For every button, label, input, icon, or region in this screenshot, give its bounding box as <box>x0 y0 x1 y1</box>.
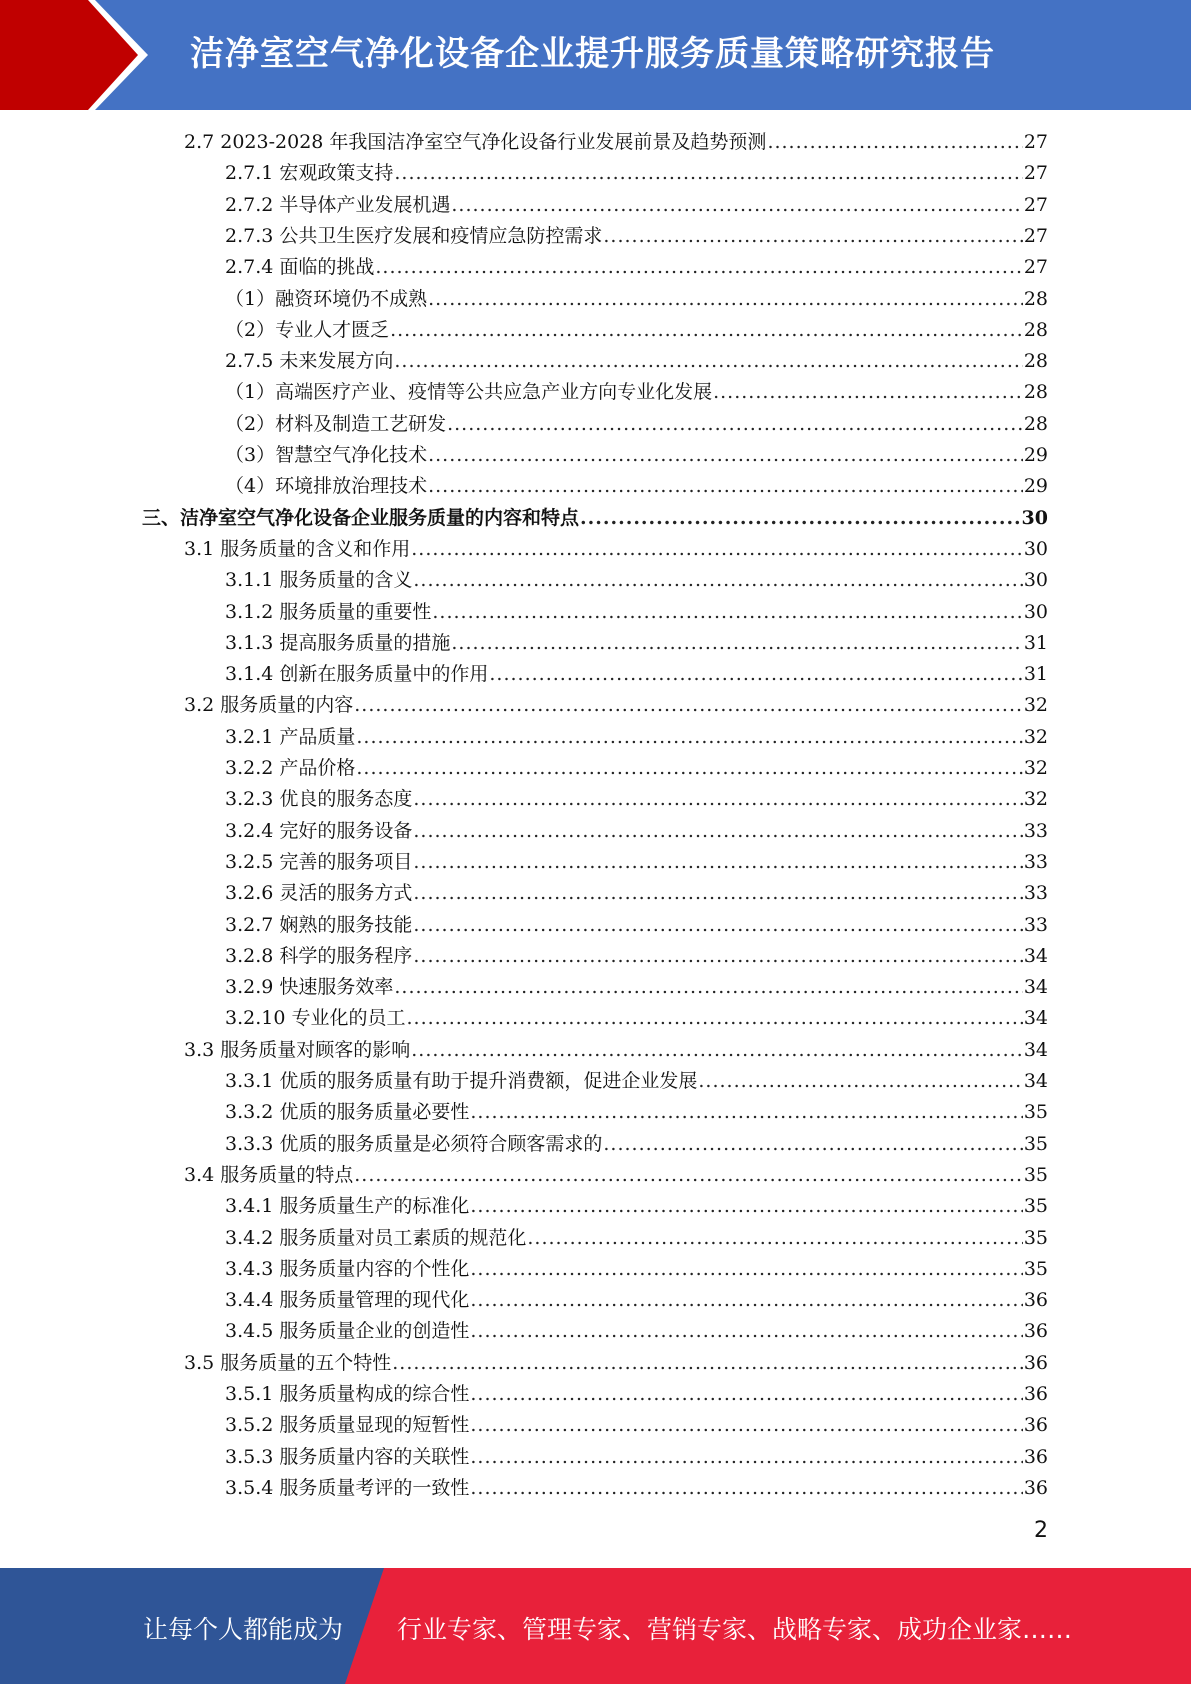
toc-entry-label: 3.2.4 完好的服务设备 <box>225 819 413 842</box>
toc-dot-leader <box>394 972 1022 1003</box>
report-footer <box>0 1568 1191 1684</box>
toc-entry[interactable] <box>225 565 1048 596</box>
toc-dot-leader <box>413 878 1022 909</box>
toc-entry[interactable] <box>225 910 1048 941</box>
toc-entry[interactable] <box>184 534 1048 565</box>
toc-entry-page: 35 <box>1023 1132 1048 1155</box>
toc-entry[interactable] <box>225 1097 1048 1128</box>
toc-dot-leader <box>413 847 1022 878</box>
toc-entry[interactable] <box>225 1129 1048 1160</box>
toc-entry-page: 36 <box>1023 1414 1048 1437</box>
page-number: 2 <box>1034 1518 1048 1543</box>
toc-entry-label: （4）环境排放治理技术 <box>225 475 428 498</box>
toc-entry[interactable] <box>225 1285 1048 1316</box>
toc-entry[interactable] <box>225 1191 1048 1222</box>
toc-entry[interactable] <box>184 1160 1048 1191</box>
toc-entry-label: 3.1.3 提高服务质量的措施 <box>225 631 451 654</box>
toc-entry-label: 2.7 2023-2028 年我国洁净室空气净化设备行业发展前景及趋势预测 <box>184 131 767 153</box>
toc-entry-label: 3.3.1 优质的服务质量有助于提升消费额，促进企业发展 <box>225 1070 698 1092</box>
toc-entry[interactable] <box>142 503 1048 534</box>
toc-entry-page: 32 <box>1023 788 1048 811</box>
toc-entry-label: 3.3.2 优质的服务质量必要性 <box>225 1101 470 1124</box>
toc-entry-label: 3.2.9 快速服务效率 <box>225 976 394 999</box>
toc-entry-label: 3.5.4 服务质量考评的一致性 <box>225 1476 470 1499</box>
toc-entry-label: 3.4 服务质量的特点 <box>184 1163 354 1186</box>
toc-entry-label: 3.4.3 服务质量内容的个性化 <box>225 1257 470 1280</box>
toc-entry[interactable] <box>184 690 1048 721</box>
toc-entry-page: 27 <box>1023 193 1048 216</box>
toc-entry-label: 2.7.3 公共卫生医疗发展和疫情应急防控需求 <box>225 224 603 247</box>
toc-entry-page: 30 <box>1023 569 1048 592</box>
toc-dot-leader <box>527 1223 1022 1254</box>
toc-entry[interactable] <box>225 409 1048 440</box>
toc-dot-leader <box>354 1160 1023 1191</box>
toc-entry-label: 3.4.4 服务质量管理的现代化 <box>225 1289 470 1312</box>
toc-dot-leader <box>470 1285 1022 1316</box>
toc-entry[interactable] <box>225 1223 1048 1254</box>
toc-entry[interactable] <box>225 941 1048 972</box>
toc-dot-leader <box>411 534 1023 565</box>
toc-dot-leader <box>470 1316 1022 1347</box>
toc-entry[interactable] <box>225 471 1048 502</box>
toc-entry[interactable] <box>225 1003 1048 1034</box>
toc-entry-page: 34 <box>1023 1007 1048 1030</box>
toc-entry-label: 3.2 服务质量的内容 <box>184 694 354 717</box>
toc-entry[interactable] <box>184 1348 1048 1379</box>
toc-dot-leader <box>470 1379 1022 1410</box>
toc-dot-leader <box>470 1254 1022 1285</box>
footer-slogan-right: 行业专家、管理专家、营销专家、战略专家、成功企业家…… <box>397 1615 1073 1644</box>
toc-entry-page: 35 <box>1023 1257 1048 1280</box>
toc-entry-label: 3.2.1 产品质量 <box>225 725 356 748</box>
toc-entry-label: 2.7.2 半导体产业发展机遇 <box>225 193 451 216</box>
toc-entry-label: 3.5.3 服务质量内容的关联性 <box>225 1445 470 1468</box>
toc-entry-label: 3.2.8 科学的服务程序 <box>225 944 413 967</box>
toc-dot-leader <box>428 471 1023 502</box>
toc-entry[interactable] <box>225 1410 1048 1441</box>
toc-entry-label: 2.7.1 宏观政策支持 <box>225 162 394 185</box>
toc-entry-page: 35 <box>1023 1101 1048 1124</box>
toc-entry-page: 29 <box>1023 444 1048 466</box>
toc-entry[interactable] <box>184 1035 1048 1066</box>
toc-entry-label: 3.1 服务质量的含义和作用 <box>184 537 411 560</box>
toc-entry[interactable] <box>225 440 1048 471</box>
toc-dot-leader <box>428 440 1023 471</box>
toc-entry-label: 3.2.5 完善的服务项目 <box>225 850 413 873</box>
toc-entry-page: 33 <box>1023 913 1048 936</box>
toc-dot-leader <box>489 659 1022 690</box>
toc-entry-label: 3.1.1 服务质量的含义 <box>225 569 413 592</box>
toc-entry[interactable] <box>225 1442 1048 1473</box>
toc-entry-label: 3.4.2 服务质量对员工素质的规范化 <box>225 1226 527 1249</box>
toc-entry-page: 34 <box>1023 944 1048 967</box>
toc-entry-label: （2）专业人才匮乏 <box>225 318 390 341</box>
toc-entry-label: 2.7.4 面临的挑战 <box>225 256 375 279</box>
toc-entry-label: 3.2.2 产品价格 <box>225 757 356 779</box>
toc-entry-page: 28 <box>1023 381 1048 404</box>
toc-entry[interactable] <box>225 784 1048 815</box>
footer-slogan-left: 让每个人都能成为 <box>143 1615 344 1644</box>
toc-dot-leader <box>428 284 1023 315</box>
toc-entry-page: 32 <box>1023 725 1048 748</box>
toc-entry-page: 31 <box>1023 631 1048 654</box>
toc-entry-label: 3.5 服务质量的五个特性 <box>184 1351 392 1374</box>
toc-entry[interactable] <box>225 878 1048 909</box>
toc-entry-page: 27 <box>1023 256 1048 279</box>
toc-entry-page: 29 <box>1023 475 1048 498</box>
toc-entry-label: 3.3 服务质量对顾客的影响 <box>184 1038 411 1061</box>
toc-dot-leader <box>413 816 1022 847</box>
toc-dot-leader <box>411 1035 1023 1066</box>
toc-entry[interactable] <box>225 1316 1048 1347</box>
toc-dot-leader <box>580 503 1021 534</box>
toc-entry-page: 35 <box>1023 1195 1048 1218</box>
toc-dot-leader <box>470 1442 1022 1473</box>
toc-dot-leader <box>375 252 1022 283</box>
toc-entry-page: 30 <box>1023 537 1048 560</box>
toc-dot-leader <box>406 1003 1022 1034</box>
toc-dot-leader <box>413 784 1022 815</box>
toc-entry[interactable] <box>225 377 1048 408</box>
toc-dot-leader <box>413 565 1022 596</box>
toc-dot-leader <box>394 346 1022 377</box>
toc-entry-page: 34 <box>1023 976 1048 999</box>
toc-entry-page: 28 <box>1023 350 1048 373</box>
toc-entry-page: 27 <box>1023 224 1048 247</box>
toc-entry[interactable] <box>225 722 1048 753</box>
toc-dot-leader <box>394 158 1022 189</box>
toc-dot-leader <box>390 315 1023 346</box>
toc-dot-leader <box>451 190 1022 221</box>
toc-entry-page: 36 <box>1023 1289 1048 1312</box>
toc-entry-page: 28 <box>1023 318 1048 341</box>
toc-dot-leader <box>470 1473 1022 1504</box>
toc-entry-page: 31 <box>1023 663 1048 686</box>
toc-entry[interactable] <box>184 127 1048 158</box>
toc-entry[interactable] <box>225 659 1048 690</box>
toc-entry-label: 3.2.7 娴熟的服务技能 <box>225 913 413 936</box>
toc-entry-label: （3）智慧空气净化技术 <box>225 444 428 466</box>
toc-entry-page: 32 <box>1023 757 1048 779</box>
toc-entry[interactable] <box>225 1254 1048 1285</box>
toc-entry-page: 36 <box>1023 1320 1048 1343</box>
toc-entry-page: 28 <box>1023 287 1048 310</box>
report-header <box>0 0 1191 110</box>
toc-dot-leader <box>698 1066 1022 1097</box>
toc-entry-label: 2.7.5 未来发展方向 <box>225 350 394 373</box>
toc-dot-leader <box>470 1191 1022 1222</box>
toc-entry-page: 33 <box>1023 850 1048 873</box>
toc-entry-label: 3.1.4 创新在服务质量中的作用 <box>225 663 489 686</box>
toc-dot-leader <box>603 1129 1022 1160</box>
toc-entry[interactable] <box>225 628 1048 659</box>
toc-entry-label: 3.5.1 服务质量构成的综合性 <box>225 1383 470 1405</box>
toc-entry-page: 27 <box>1023 131 1048 153</box>
toc-entry-label: 3.2.10 专业化的员工 <box>225 1007 406 1030</box>
toc-entry[interactable] <box>225 597 1048 628</box>
toc-dot-leader <box>356 722 1022 753</box>
toc-entry-page: 36 <box>1023 1383 1048 1405</box>
toc-entry-page: 33 <box>1023 819 1048 842</box>
toc-entry-page: 33 <box>1023 882 1048 905</box>
toc-dot-leader <box>356 753 1022 784</box>
toc-dot-leader <box>470 1097 1022 1128</box>
toc-dot-leader <box>432 597 1022 628</box>
toc-dot-leader <box>354 690 1023 721</box>
toc-dot-leader <box>603 221 1022 252</box>
toc-entry-page: 34 <box>1023 1070 1048 1092</box>
toc-entry-label: 3.2.6 灵活的服务方式 <box>225 882 413 905</box>
toc-entry-label: 三、洁净室空气净化设备企业服务质量的内容和特点 <box>142 506 580 529</box>
toc-entry-page: 35 <box>1023 1163 1048 1186</box>
toc-entry-label: 3.1.2 服务质量的重要性 <box>225 600 432 623</box>
toc-dot-leader <box>713 377 1023 408</box>
toc-dot-leader <box>413 941 1022 972</box>
toc-entry[interactable] <box>225 816 1048 847</box>
toc-entry-label: （2）材料及制造工艺研发 <box>225 412 447 435</box>
toc-entry-label: 3.2.3 优良的服务态度 <box>225 788 413 811</box>
toc-entry-label: 3.3.3 优质的服务质量是必须符合顾客需求的 <box>225 1132 603 1155</box>
toc-entry[interactable] <box>225 190 1048 221</box>
toc-entry-page: 36 <box>1023 1476 1048 1499</box>
toc-entry[interactable] <box>225 315 1048 346</box>
toc-entry[interactable] <box>225 1066 1048 1097</box>
report-title: 洁净室空气净化设备企业提升服务质量策略研究报告 <box>190 34 995 74</box>
toc-entry[interactable] <box>225 284 1048 315</box>
toc-dot-leader <box>392 1348 1023 1379</box>
toc-dot-leader <box>470 1410 1022 1441</box>
toc-dot-leader <box>447 409 1023 440</box>
toc-entry[interactable] <box>225 753 1048 784</box>
toc-entry[interactable] <box>225 972 1048 1003</box>
toc-entry-label: 3.4.5 服务质量企业的创造性 <box>225 1320 470 1343</box>
toc-entry-page: 36 <box>1023 1445 1048 1468</box>
toc-entry[interactable] <box>225 847 1048 878</box>
toc-entry-label: （1）融资环境仍不成熟 <box>225 287 428 310</box>
toc-entry-page: 35 <box>1023 1226 1048 1249</box>
toc-entry-label: （1）高端医疗产业、疫情等公共应急产业方向专业化发展 <box>225 381 713 404</box>
toc-entry-page: 32 <box>1023 694 1048 717</box>
toc-dot-leader <box>413 910 1022 941</box>
toc-entry-page: 27 <box>1023 162 1048 185</box>
toc-entry[interactable] <box>225 1473 1048 1504</box>
toc-dot-leader <box>767 127 1022 158</box>
toc-entry-page: 30 <box>1021 506 1048 529</box>
toc-entry[interactable] <box>225 221 1048 252</box>
toc-entry-page: 28 <box>1023 412 1048 435</box>
toc-entry-page: 30 <box>1023 600 1048 623</box>
toc-entry-page: 34 <box>1023 1038 1048 1061</box>
toc-entry[interactable] <box>225 1379 1048 1410</box>
toc-entry-label: 3.4.1 服务质量生产的标准化 <box>225 1195 470 1218</box>
toc-entry[interactable] <box>225 346 1048 377</box>
toc-entry-page: 36 <box>1023 1351 1048 1374</box>
toc-dot-leader <box>451 628 1022 659</box>
toc-entry-label: 3.5.2 服务质量显现的短暂性 <box>225 1414 470 1437</box>
toc-entry[interactable] <box>225 158 1048 189</box>
toc-entry[interactable] <box>225 252 1048 283</box>
